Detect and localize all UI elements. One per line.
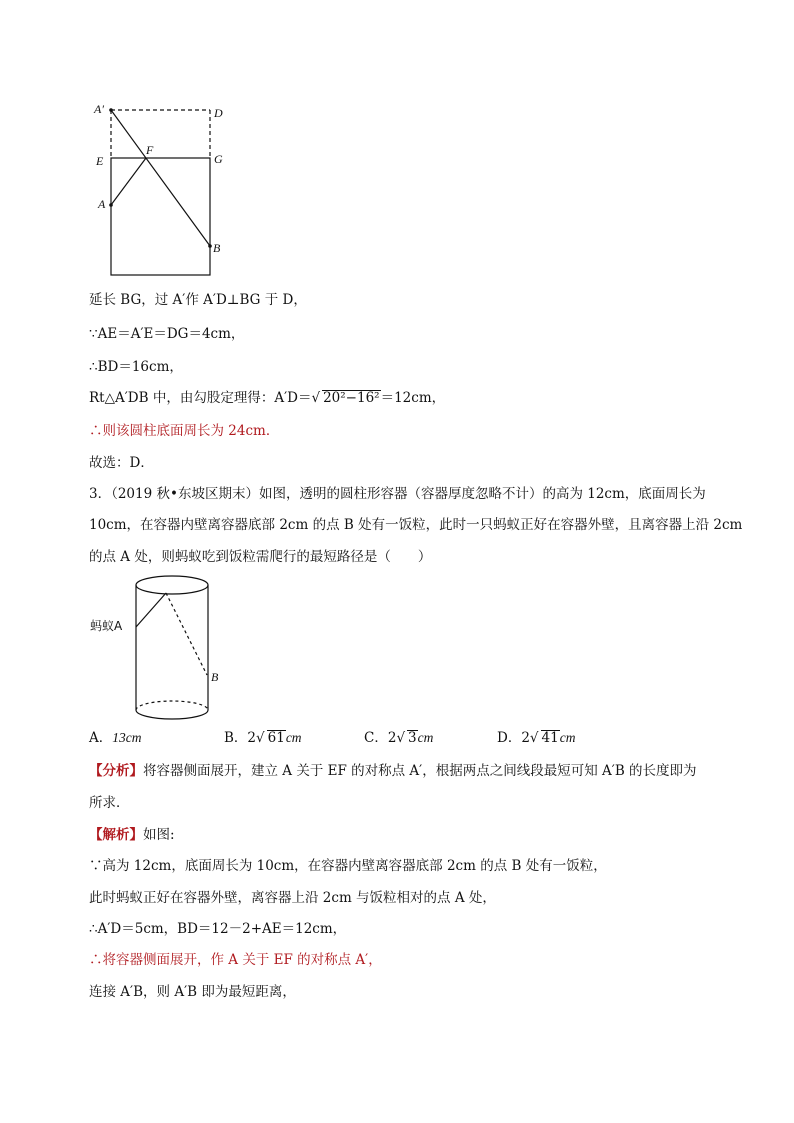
- sol-prev-line-4-radicand: 20²−16²: [323, 390, 380, 406]
- solution-line-5: 连接 A′B，则 A′B 即为最短距离，: [89, 984, 296, 1000]
- option-D-label: D．: [497, 730, 522, 746]
- option-B-unit: cm: [285, 730, 302, 745]
- sol-prev-line-4-pre: Rt△A′DB 中，由勾股定理得：A′D＝: [89, 390, 312, 406]
- analysis-line-1: [89, 761, 697, 781]
- radical-sign: √: [311, 390, 321, 406]
- analysis-line-2: 所求．: [89, 795, 130, 811]
- label-F: F: [146, 143, 154, 157]
- path-rim-to-B: [166, 593, 207, 675]
- option-B-radical: √: [256, 730, 265, 746]
- label-D: D: [214, 106, 223, 120]
- label-E: E: [96, 154, 104, 168]
- option-D-radical: √: [529, 730, 539, 746]
- option-D-coef: 2: [521, 730, 530, 746]
- q3-line-1: 3．（2019 秋•东坡区期末）如图，透明的圆柱形容器（容器厚度忽略不计）的高为 12cm，底面周长为: [89, 486, 706, 502]
- option-D-radicand: 41: [541, 730, 559, 746]
- label-A: A: [98, 197, 106, 211]
- solution-line-1: ∵高为 12cm，底面周长为 10cm，在容器内壁离容器底部 2cm 的点 B 处有一饭粒，: [89, 858, 607, 874]
- label-A-prime: A′: [94, 102, 104, 116]
- label-cylinder-B: B: [211, 670, 219, 684]
- option-A[interactable]: [89, 728, 142, 748]
- option-B-coef: 2: [247, 730, 257, 746]
- option-C-unit: cm: [417, 730, 434, 745]
- option-C-label: C．: [364, 730, 388, 746]
- sol-prev-line-6: 故选：D．: [89, 455, 154, 471]
- option-B-label: B．: [224, 730, 248, 746]
- solution-line-4: ∴将容器侧面展开，作 A 关于 EF 的对称点 A′，: [89, 952, 382, 968]
- q3-line-2: 10cm，在容器内壁离容器底部 2cm 的点 B 处有一饭粒，此时一只蚂蚁正好在容器外壁，且离容器上沿 2cm: [89, 517, 743, 533]
- option-B[interactable]: [224, 728, 302, 748]
- q3-line-3: 的点 A 处，则蚂蚁吃到饭粒需爬行的最短路径是（ ）: [89, 549, 432, 565]
- solution-tag: 【解析】: [89, 827, 143, 843]
- path-A-to-rim: [136, 593, 166, 627]
- option-C[interactable]: [364, 728, 433, 748]
- analysis-tag: 【分析】: [89, 763, 143, 779]
- option-B-radicand: 61: [267, 730, 285, 746]
- label-G: G: [214, 152, 223, 166]
- cylinder-bottom-back: [136, 701, 208, 710]
- label-B: B: [213, 241, 221, 255]
- option-C-radicand: 3: [408, 730, 417, 746]
- cylinder-bottom-front: [136, 710, 208, 719]
- solution-line-head: [89, 825, 175, 845]
- sol-prev-line-5: ∴则该圆柱底面周长为 24cm．: [89, 423, 280, 439]
- cylinder-top: [136, 576, 208, 594]
- option-D[interactable]: [497, 728, 575, 748]
- option-A-label: A．: [89, 730, 113, 746]
- sol-prev-line-4-post: ＝12cm，: [380, 390, 446, 406]
- solution-line-3: ∴A′D＝5cm，BD＝12－2+AE＝12cm，: [89, 921, 347, 937]
- sol-prev-line-1: 延长 BG，过 A′作 A′D⊥BG 于 D，: [89, 292, 307, 308]
- option-C-radical: √: [396, 730, 406, 746]
- analysis-text-1: 将容器侧面展开，建立 A 关于 EF 的对称点 A′，根据两点之间线段最短可知 A′B 的长度即为: [143, 763, 697, 779]
- sol-prev-line-2: ∵AE＝A′E＝DG＝4cm，: [89, 326, 245, 342]
- option-A-value: 13cm: [112, 730, 142, 745]
- sol-prev-line-3: ∴BD＝16cm，: [89, 359, 183, 375]
- solution-line-2: 此时蚂蚁正好在容器外壁，离容器上沿 2cm 与饭粒相对的点 A 处，: [89, 890, 496, 906]
- solution-head: 如图:: [143, 827, 175, 843]
- label-ant-A: 蚂蚁A: [90, 619, 123, 633]
- option-D-unit: cm: [559, 730, 576, 745]
- option-C-coef: 2: [387, 730, 397, 746]
